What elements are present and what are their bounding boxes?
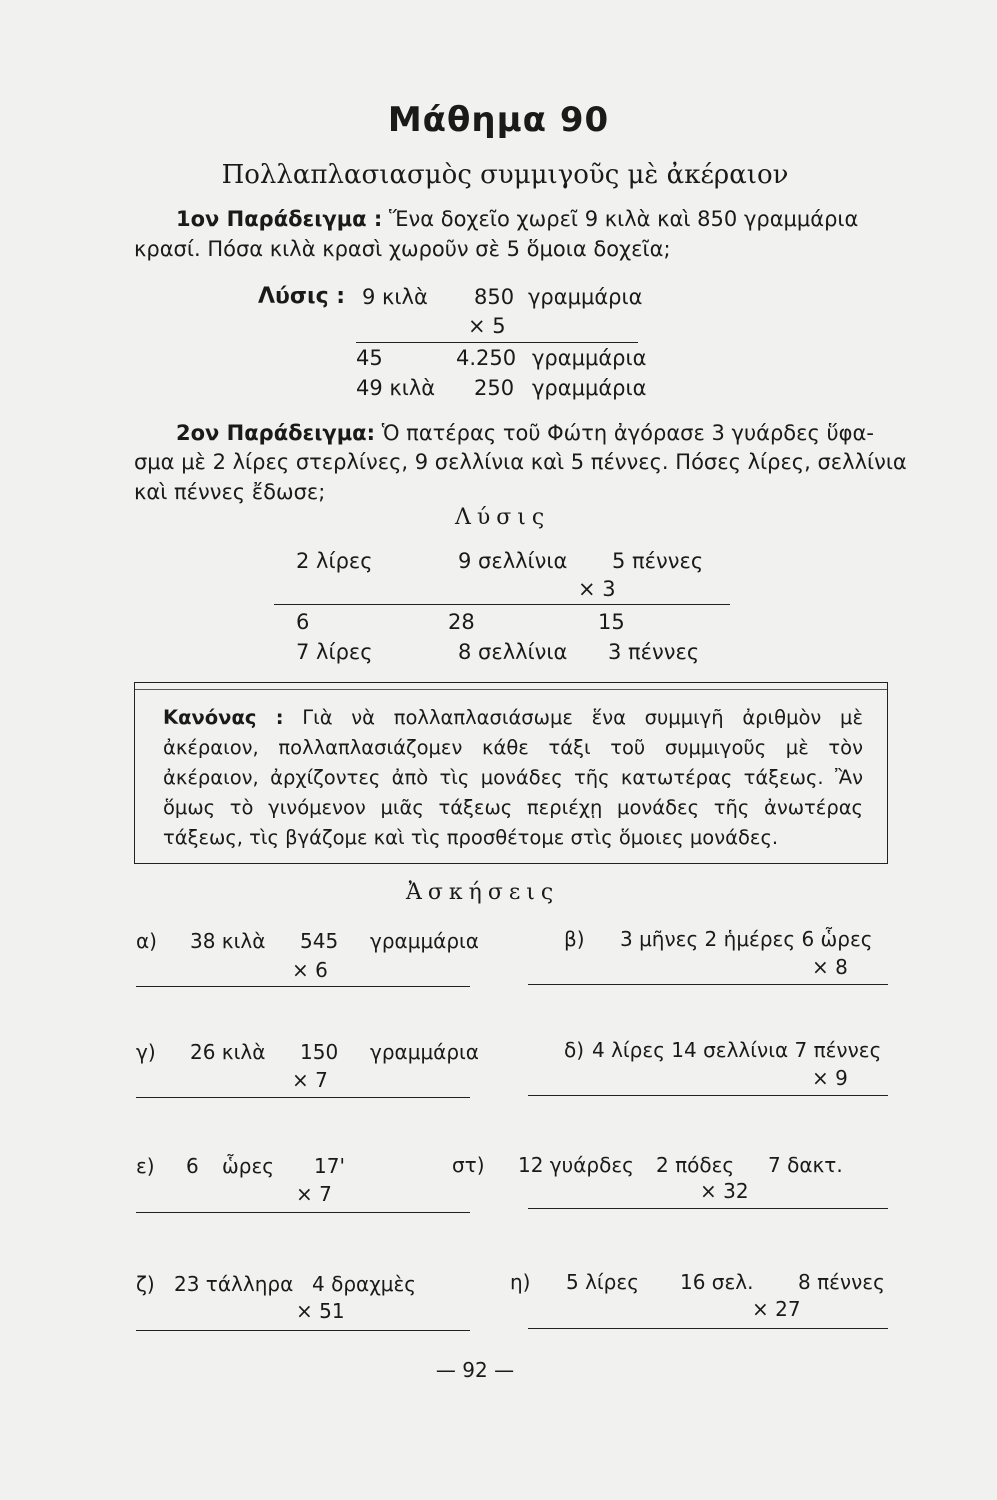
exercise-g-multiplier: × 51 xyxy=(296,1299,345,1323)
example2-first-line xyxy=(176,418,874,448)
example2-row3-pounds: 7 λίρες xyxy=(296,640,373,664)
exercise-h-shillings: 16 σελ. xyxy=(680,1270,754,1294)
page-number: — 92 — xyxy=(435,1358,515,1382)
example2-label: 2ον Παράδειγμα: xyxy=(176,421,375,445)
example2-row2-pence: 15 xyxy=(598,610,625,634)
exercise-b-expression: 3 μῆνες 2 ἡμέρες 6 ὧρες xyxy=(620,927,873,951)
exercise-c-letter: γ) xyxy=(136,1040,156,1064)
exercise-a-multiplier: × 6 xyxy=(292,958,328,982)
example1-row3-grams: 250 xyxy=(474,376,515,400)
exercise-b-answer-line xyxy=(528,984,888,985)
exercise-g-letter: ζ) xyxy=(136,1272,155,1296)
exercise-h-answer-line xyxy=(528,1328,888,1329)
exercise-a-answer-line xyxy=(136,986,470,987)
exercise-c-grams: 150 xyxy=(300,1040,339,1064)
exercise-f-letter: στ) xyxy=(452,1153,485,1177)
example1-row1-unit: γραμμάρια xyxy=(528,285,643,309)
exercise-f-yards: 12 γυάρδες xyxy=(518,1153,634,1177)
example1-row2-unit: γραμμάρια xyxy=(532,346,647,370)
example1-row3-kilos: 49 κιλὰ xyxy=(356,376,436,400)
exercise-a-unit: γραμμάρια xyxy=(370,929,479,953)
lesson-subtitle: Πολλαπλασιασμὸς συμμιγοῦς μὲ ἀκέραιον xyxy=(221,160,789,190)
example1-text-line1: Ἕνα δοχεῖο χωρεῖ 9 κιλὰ καὶ 850 γραμμάρια xyxy=(389,207,859,231)
example1-row3-unit: γραμμάρια xyxy=(532,376,647,400)
exercise-f-inches: 7 δακτ. xyxy=(768,1153,843,1177)
exercise-c-multiplier: × 7 xyxy=(292,1068,328,1092)
exercise-g-talers: 23 τάλληρα xyxy=(174,1272,294,1296)
example1-multiplier: × 5 xyxy=(468,314,506,338)
rule-box-inner-border xyxy=(135,689,887,690)
exercise-e-hours-number: 6 xyxy=(186,1154,199,1178)
example1-solution-label: Λύσις : xyxy=(258,284,346,309)
exercise-e-minutes: 17' xyxy=(314,1154,345,1178)
example2-row1-shillings: 9 σελλίνια xyxy=(458,549,568,573)
example2-text-line3: καὶ πέννες ἔδωσε; xyxy=(134,480,326,504)
exercise-h-pounds: 5 λίρες xyxy=(566,1270,639,1294)
example2-row2-pounds: 6 xyxy=(296,610,310,634)
exercise-e-answer-line xyxy=(136,1212,470,1213)
example2-row3-pence: 3 πέννες xyxy=(608,640,700,664)
exercise-a-grams: 545 xyxy=(300,929,339,953)
example2-row2-shillings: 28 xyxy=(448,610,475,634)
rule-text-block xyxy=(163,703,863,853)
exercise-g-drachmas: 4 δραχμὲς xyxy=(312,1272,417,1296)
exercise-b-letter: β) xyxy=(564,927,585,951)
example1-row2-grams: 4.250 xyxy=(456,346,517,370)
example1-row1-kilos: 9 κιλὰ xyxy=(362,285,428,309)
example2-multiplier: × 3 xyxy=(578,577,616,601)
rule-box xyxy=(134,682,888,864)
exercise-c-answer-line xyxy=(136,1097,470,1098)
exercise-h-pence: 8 πέννες xyxy=(798,1270,885,1294)
exercise-e-hours-unit: ὧρες xyxy=(222,1154,274,1178)
example2-text-line1: Ὁ πατέρας τοῦ Φώτη ἀγόρασε 3 γυάρδες ὕφα- xyxy=(381,421,874,445)
exercise-b-multiplier: × 8 xyxy=(812,955,848,979)
exercise-d-expression: 4 λίρες 14 σελλίνια 7 πέννες xyxy=(592,1038,882,1062)
exercise-a-letter: α) xyxy=(136,929,157,953)
example1-text-line2: κρασί. Πόσα κιλὰ κρασὶ χωροῦν σὲ 5 ὅμοια δοχεῖα; xyxy=(134,237,671,261)
exercise-c-unit: γραμμάρια xyxy=(370,1040,479,1064)
exercise-d-letter: δ) xyxy=(564,1038,585,1062)
example1-row1-grams: 850 xyxy=(474,285,515,309)
example1-label: 1ον Παράδειγμα : xyxy=(176,207,383,231)
example2-row1-pence: 5 πέννες xyxy=(612,549,704,573)
exercise-h-multiplier: × 27 xyxy=(752,1297,801,1321)
rule-label: Κανόνας : xyxy=(163,706,284,729)
exercise-h-letter: η) xyxy=(510,1270,531,1294)
example2-text-line2: σμα μὲ 2 λίρες στερλίνες, 9 σελλίνια καὶ 5 πέννες. Πόσες λίρες, σελλίνια xyxy=(134,450,907,474)
exercise-e-letter: ε) xyxy=(136,1154,155,1178)
exercise-g-answer-line xyxy=(136,1330,470,1331)
rule-body: Γιὰ νὰ πολλαπλασιάσωμε ἕνα συμμιγῆ ἀριθμὸν μὲ ἀκέραιον, πολλαπλασιάζομεν κάθε τάξι τοῦ συμμιγοῦς μὲ τὸν ἀκέραιον, ἀρχίζοντες ἀπὸ τὶς μονάδες τῆς κατωτέρας τάξεως. Ἂν ὅμως τὸ γινόμενον μιᾶς τάξεως περιέχῃ μονάδες τῆς ἀνωτέρας τάξεως, τὶς βγάζομε καὶ τὶς προσθέτομε στὶς ὅμοιες μονάδες. xyxy=(163,706,863,849)
exercise-e-multiplier: × 7 xyxy=(296,1182,332,1206)
exercise-f-multiplier: × 32 xyxy=(700,1179,749,1203)
exercise-d-answer-line xyxy=(528,1095,888,1096)
exercises-heading: Ἀσκήσεις xyxy=(406,880,560,905)
example2-row1-pounds: 2 λίρες xyxy=(296,549,373,573)
example1-first-line xyxy=(176,204,858,234)
example2-sum-rule xyxy=(274,604,730,605)
exercise-f-feet: 2 πόδες xyxy=(656,1153,735,1177)
exercise-a-kilos: 38 κιλὰ xyxy=(190,929,266,953)
lesson-title: Μάθημα 90 xyxy=(387,100,610,140)
example2-solution-heading: Λύσις xyxy=(455,505,551,530)
exercise-f-answer-line xyxy=(528,1208,888,1209)
example1-row2-kilos: 45 xyxy=(356,346,383,370)
example2-row3-shillings: 8 σελλίνια xyxy=(458,640,568,664)
exercise-d-multiplier: × 9 xyxy=(812,1066,848,1090)
exercise-c-kilos: 26 κιλὰ xyxy=(190,1040,266,1064)
example1-sum-rule xyxy=(356,342,638,343)
